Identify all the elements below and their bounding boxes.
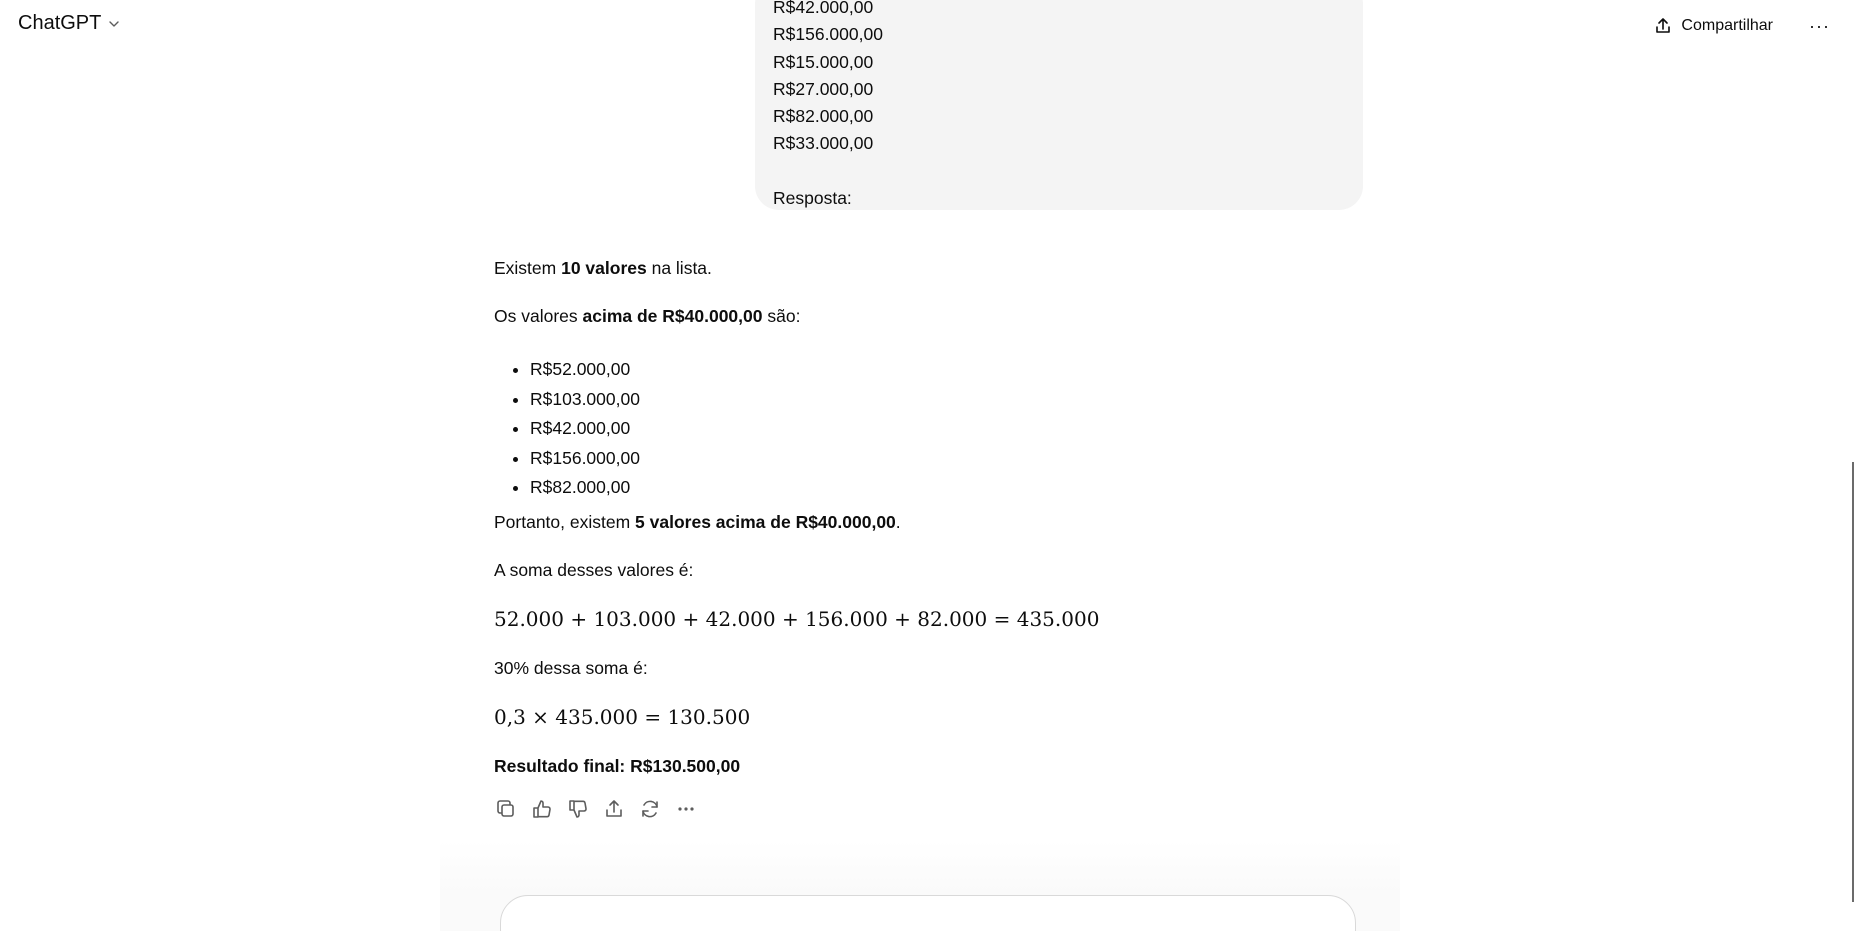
user-message-line: R$82.000,00 [773,106,874,127]
response-paragraph: A soma desses valores é: [494,560,694,580]
user-message-line: R$156.000,00 [773,24,883,45]
values-list [494,355,640,503]
response-paragraph: 30% dessa soma é: [494,658,648,678]
list-item: • R$103.000,00 [530,385,640,415]
more-options-button[interactable]: ··· [1805,16,1834,37]
header-actions [1647,12,1834,40]
thumbs-down-button[interactable] [566,797,590,821]
response-paragraph [494,306,800,327]
text: Existem [494,258,562,278]
math-equation: 0,3 × 435.000 = 130.500 [494,705,751,729]
bold-text: 5 valores acima de R$40.000,00 [635,512,896,532]
final-result: Resultado final: R$130.500,00 [494,756,741,776]
user-message-blank-line [773,158,1345,185]
text: Portanto, existem [494,512,636,532]
response-paragraph [494,512,901,533]
model-selector[interactable] [18,12,121,35]
user-message-bubble [755,0,1363,210]
math-equation: 52.000 + 103.000 + 42.000 + 156.000 + 82.000 = 435.000 [494,607,1100,631]
share-button[interactable] [1647,12,1779,40]
thumbs-up-button[interactable] [530,797,554,821]
more-icon [675,798,697,820]
share-icon [1653,16,1673,36]
message-actions [494,797,698,821]
text: na lista. [646,258,712,278]
text: são: [762,306,801,326]
copy-button[interactable] [494,797,518,821]
copy-icon [495,798,517,820]
share-label: Compartilhar [1681,17,1774,34]
list-item: • R$42.000,00 [530,414,640,444]
text: Os valores [494,306,583,326]
user-message-line: R$33.000,00 [773,133,874,154]
user-message-line: R$15.000,00 [773,51,874,72]
bold-text: 10 valores [561,258,647,278]
bold-text: acima de R$40.000,00 [582,306,763,326]
list-item: • R$52.000,00 [530,355,640,385]
more-actions-button[interactable] [674,797,698,821]
user-message-line: Resposta: [773,188,852,209]
user-message-line: R$27.000,00 [773,78,874,99]
list-item: • R$82.000,00 [530,473,640,503]
chevron-down-icon [107,17,121,31]
thumbs-up-icon [531,798,553,820]
thumbs-down-icon [567,798,589,820]
regenerate-icon [639,798,661,820]
response-paragraph [494,258,712,279]
user-message-line: R$42.000,00 [773,0,874,17]
share-icon [603,798,625,820]
list-item: • R$156.000,00 [530,444,640,474]
share-message-button[interactable] [602,797,626,821]
text: . [895,512,901,532]
model-name: ChatGPT [18,12,102,34]
message-composer[interactable] [500,895,1356,931]
regenerate-button[interactable] [638,797,662,821]
